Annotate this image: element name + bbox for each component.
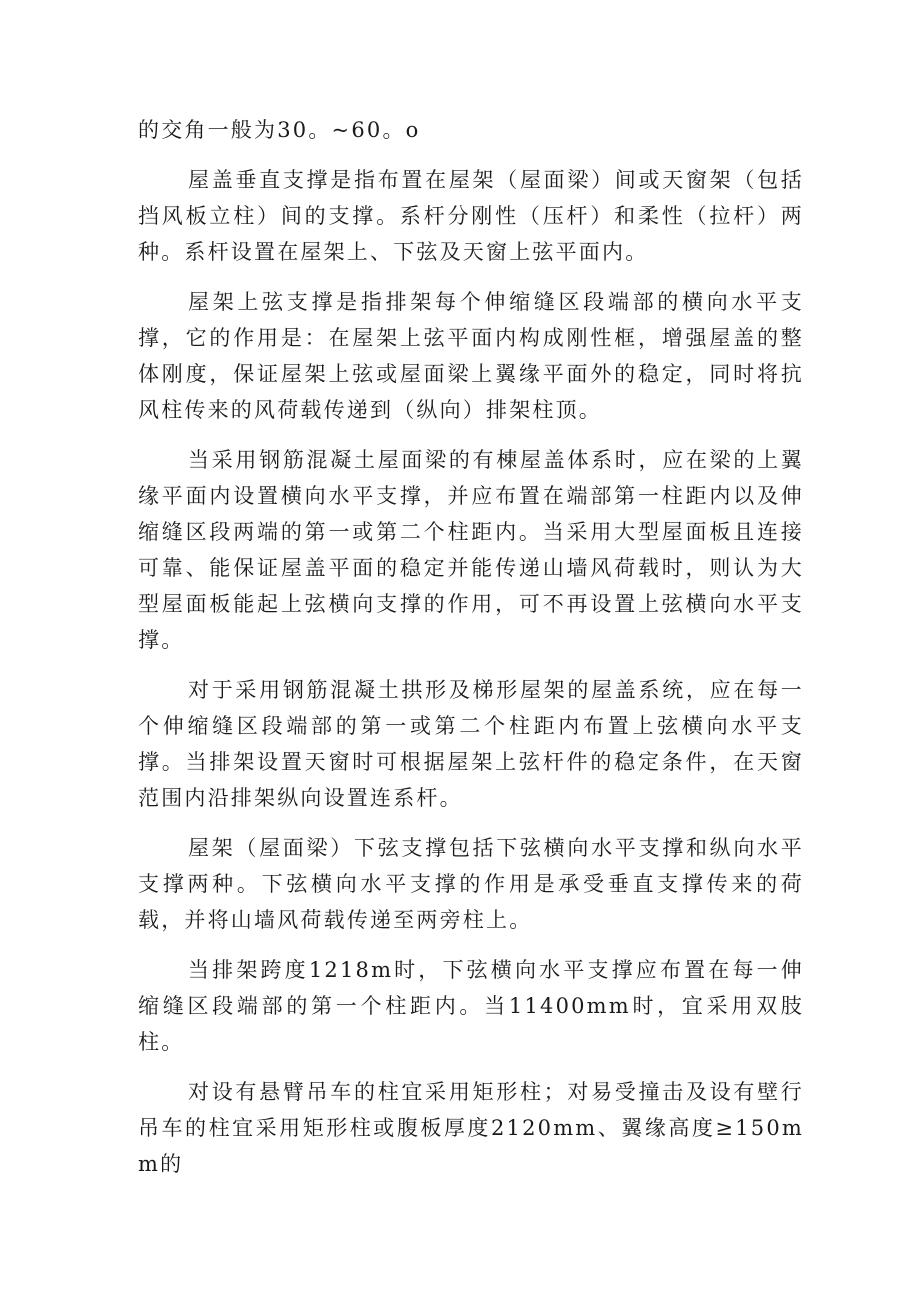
paragraph-continuation: 的交角一般为30。~60。o [138,118,421,142]
paragraph-bottom-chord-bracing: 屋架（屋面梁）下弦支撑包括下弦横向水平支撑和纵向水平支撑两种。下弦横向水平支撑的作用是承受垂直支撑传来的荷载，并将山墙风荷载传递至两旁柱上。 [138,836,804,932]
paragraph-column-type: 对设有悬臂吊车的柱宜采用矩形柱；对易受撞击及设有壁行吊车的柱宜采用矩形柱或腹板厚度2120mm、翼缘高度≥150mm的 [138,1080,804,1176]
paragraph-span-requirement: 当排架跨度1218m时，下弦横向水平支撑应布置在每一伸缩缝区段端部的第一个柱距内。当11400mm时，宜采用双肢柱。 [138,958,804,1054]
paragraph-purlin-roof-system: 当采用钢筋混凝土屋面梁的有棟屋盖体系时，应在梁的上翼缘平面内设置横向水平支撑，并应布置在端部第一柱距内以及伸缩缝区段两端的第一或第二个柱距内。当采用大型屋面板且连接可靠、能保证屋盖平面的稳定并能传递山墙风荷载时，则认为大型屋面板能起上弦横向支撑的作用，可不再设置上弦横向水平支撑。 [138,448,804,652]
paragraph-arch-truss-system: 对于采用钢筋混凝土拱形及梯形屋架的屋盖系统，应在每一个伸缩缝区段端部的第一或第二个柱距内布置上弦横向水平支撑。当排架设置天窗时可根据屋架上弦杆件的稳定条件，在天窗范围内沿排架纵向设置连系杆。 [138,678,804,810]
document-body [138,112,804,1196]
paragraph-top-chord-bracing: 屋架上弦支撑是指排架每个伸缩缝区段端部的横向水平支撑，它的作用是：在屋架上弦平面内构成刚性框，增强屋盖的整体刚度，保证屋架上弦或屋面梁上翼缘平面外的稳定，同时将抗风柱传来的风荷载传递到（纵向）排架柱顶。 [138,290,804,422]
paragraph-roof-vertical-bracing: 屋盖垂直支撑是指布置在屋架（屋面梁）间或天窗架（包括挡风板立柱）间的支撑。系杆分刚性（压杆）和柔性（拉杆）两种。系杆设置在屋架上、下弦及天窗上弦平面内。 [138,168,804,264]
